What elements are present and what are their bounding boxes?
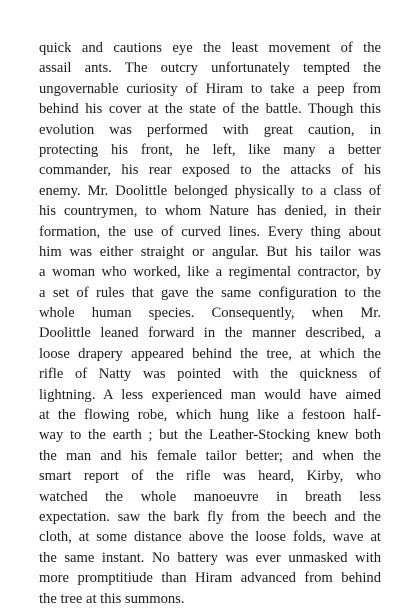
text-line: ungovernable curiosity of Hiram to take a peep from (39, 80, 381, 97)
text-line: rifle of Natty was pointed with the quickness of (39, 366, 381, 383)
text-line: lightning. A less experienced man would have aimed (39, 386, 381, 403)
text-line: formation, the use of curved lines. Every thing about (39, 223, 381, 240)
text-line: loose drapery appeared behind the tree, at which the (39, 345, 381, 362)
text-line: at the flowing robe, which hung like a festoon half- (39, 407, 381, 424)
text-line: smart report of the rifle was heard, Kirby, who (39, 468, 381, 485)
page-text (39, 38, 381, 609)
text-line: behind his cover at the state of the battle. Though this (39, 101, 381, 118)
text-line: way to the earth ; but the Leather-Stocking knew both (39, 427, 381, 444)
text-line: a set of rules that gave the same configuration to the (39, 284, 381, 301)
text-line: him was either straight or angular. But his tailor was (39, 243, 381, 260)
text-line: enemy. Mr. Doolittle belonged physically to a class of (39, 182, 381, 199)
text-line: expectation. saw the bark fly from the beech and the (39, 508, 381, 525)
text-line: whole human species. Consequently, when Mr. (39, 305, 381, 322)
text-line: quick and cautions eye the least movement of the (39, 40, 381, 56)
text-line: more promptitiude than Hiram advanced from behind (39, 570, 381, 587)
text-line: the man and his female tailor better; and when the (39, 447, 381, 464)
text-line: a woman who worked, like a regimental contractor, by (39, 264, 381, 281)
text-line: protecting his front, he left, like many a better (39, 141, 381, 158)
text-line: the same instant. No battery was ever unmasked with (39, 549, 381, 566)
text-line: the tree at this summons. (39, 590, 185, 607)
text-line: his countrymen, to whom Nature has denied, in their (39, 203, 381, 220)
text-line: assail ants. The outcry unfortunately tempted the (39, 60, 381, 77)
text-line: cloth, at some distance above the loose folds, wave at (39, 529, 381, 546)
text-line: watched the whole manoeuvre in breath less (39, 488, 381, 505)
text-line: commander, his rear exposed to the attacks of his (39, 162, 381, 179)
text-line: evolution was performed with great caution, in (39, 121, 381, 138)
text-line: Doolittle leaned forward in the manner described, a (39, 325, 381, 342)
